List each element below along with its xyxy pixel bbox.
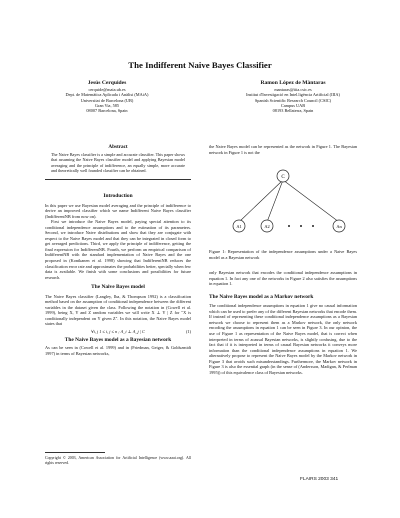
paragraph: the Naive Bayes model can be represented as the network in Figure 1. The Bayesian network in Figure 1 is not the bbox=[209, 144, 357, 155]
equation-text: ∀i, j 1 ≤ i, j ≤ n ; A_i ⊥ A_j | C bbox=[91, 329, 145, 335]
section-heading-markov-network: The Naive Bayes model as a Markov network bbox=[209, 293, 314, 300]
section-heading-bayesian-network: The Naive Bayes model as a Bayesian network bbox=[64, 336, 172, 343]
footnote-rule bbox=[45, 452, 105, 453]
edge bbox=[283, 180, 339, 222]
paragraph: In this paper we use Bayesian model averaging and the principle of indifference to derive an improved classifier which we name Indifferent Naive Bayes classifier (IndifferentNB from now on). bbox=[45, 202, 191, 219]
abstract-heading: Abstract bbox=[108, 144, 128, 150]
page-footer: FLAIRS 2003 341 bbox=[300, 477, 339, 482]
author-affiliation-line: Dept. de Matemàtica Aplicada i Anàlisi (MAiA) bbox=[65, 92, 149, 98]
ellipsis-dot bbox=[312, 225, 314, 227]
section-heading-introduction: Introduction bbox=[103, 193, 133, 199]
author-email: mantaras@iiia.csic.es bbox=[274, 87, 312, 92]
edge bbox=[267, 180, 283, 222]
paragraph: The Naive Bayes classifier (Langley, Iba, & Thompson 1992) is a classification method based on the assumption of conditional independence between the different variables in the dataset given the class. Following the notation in (Cowell et al. 1999), being X, Y and Z random variables we will write X ⊥ Y | Z for "X is conditionally independent on Y given Z". In this notation, the Naive Bayes model states that bbox=[45, 293, 191, 327]
author-name: Jesús Cerquides bbox=[87, 80, 127, 86]
equation-1 bbox=[45, 329, 191, 335]
figure-1-network bbox=[209, 162, 357, 240]
author-affiliation-line: Institut d'Investigació en Intel.ligència Artificial (IIIA) bbox=[246, 92, 340, 98]
right-column-body bbox=[209, 249, 357, 375]
author-affiliation-line: 08007 Barcelona, Spain bbox=[86, 108, 128, 114]
node-attribute-label: A2 bbox=[264, 224, 270, 229]
edge bbox=[239, 180, 283, 222]
paragraph: The conditional independence assumptions in equation 1 give no causal information which can be used to prefer any of the different Bayesian networks that encode them. If instead of representing these conditional independence assumptions as a Bayesian network we choose to represent them as a Markov network, the only network encoding the assumptions in equation 1 can be seen in Figure 3. In our opinion, the use of Figure 1 as representation of the Naive Bayes model, that is correct when interpreted in terms of acausal Bayesian networks, is slightly confusing, due to the fact that if it is interpreted in terms of causal Bayesian networks it conveys more information than the conditional independence assumptions in equation 1. We alternatively propose to represent the Naive Bayes model by the Markov network in Figure 3 that avoids such misunderstandings. Furthermore, the Markov network in Figure 3 is also the essential graph (in the sense of (Andersson, Madigan, & Perlman 1995)) of this equivalence class of Bayesian networks. bbox=[209, 303, 357, 375]
abstract-rule bbox=[45, 179, 191, 180]
section-heading-naive-bayes-model: The Naive Bayes model bbox=[91, 284, 145, 291]
author-affiliation-line: Gran Via, 585 bbox=[94, 102, 120, 108]
paper-title: The Indifferent Naive Bayes Classifier bbox=[128, 60, 272, 70]
paragraph: First we introduce the Naive Bayes model, paying special attention to its conditional independence assumptions and to the estimation of its parameters. Second, we introduce Naive distributions and show that they are conjugate with respect to the Naive Bayes model and that they can be integrated in closed form to get averaged predictions. Third, we apply the principle of indifference, getting the final expression for IndifferentNB. Fourth, we perform an empirical comparison of IndifferentNB with the standard implementation of Naive Bayes and the one proposed in (Kontkanen et al. 1998) showing that IndifferentNB reduces the classification error rate and approximates the probabilities better, specially when few data is available. We finish with some conclusions and possibilities for future research. bbox=[45, 219, 191, 280]
copyright-notice: Copyright © 2003, American Association for Artificial Intelligence (www.aaai.org). All rights reserved. bbox=[45, 456, 191, 465]
node-class-label: C bbox=[281, 175, 285, 180]
author-block-2 bbox=[208, 80, 378, 113]
paragraph: only Bayesian network that encodes the conditional independence assumptions in equation 1. In fact any one of the networks in Figure 2 also satisfies the assumptions in equation 1. bbox=[209, 270, 357, 287]
author-affiliation-line: Universitat de Barcelona (UB) bbox=[80, 97, 134, 103]
author-name: Ramon López de Màntaras bbox=[260, 80, 326, 86]
left-column bbox=[45, 194, 191, 356]
ellipsis-dot bbox=[288, 225, 290, 227]
right-column-top bbox=[209, 144, 357, 155]
figure-caption: Figure 1: Representation of the independence assumptions under a Naive Bayes model as a Bayesian network bbox=[209, 249, 357, 260]
author-block-1 bbox=[22, 80, 192, 113]
author-affiliation-line: 08193 Bellaterra, Spain bbox=[272, 108, 314, 114]
abstract-text: The Naive Bayes classifier is a simple and accurate classifier. This paper shows that assuming the Naive Bayes classifier model and applying Bayesian model averaging and the principle of indifference, an equally simple, more accurate and theoretically well founded classifier can be obtained. bbox=[51, 152, 185, 174]
node-attribute-label: A1 bbox=[236, 224, 242, 229]
paragraph: As can be seen in (Cowell et al. 1999) and in (Friedman, Geiger, & Goldszmidt 1997) in terms of Bayesian networks, bbox=[45, 345, 191, 356]
author-affiliation-line: Campus UAB bbox=[280, 102, 306, 108]
ellipsis-dot bbox=[300, 225, 302, 227]
author-affiliation-line: Spanish Scientific Research Council (CSIC) bbox=[254, 97, 332, 103]
author-email: cerquide@maia.ub.es bbox=[88, 87, 126, 92]
equation-number: (1) bbox=[185, 329, 191, 335]
node-attribute-label: An bbox=[336, 224, 342, 229]
